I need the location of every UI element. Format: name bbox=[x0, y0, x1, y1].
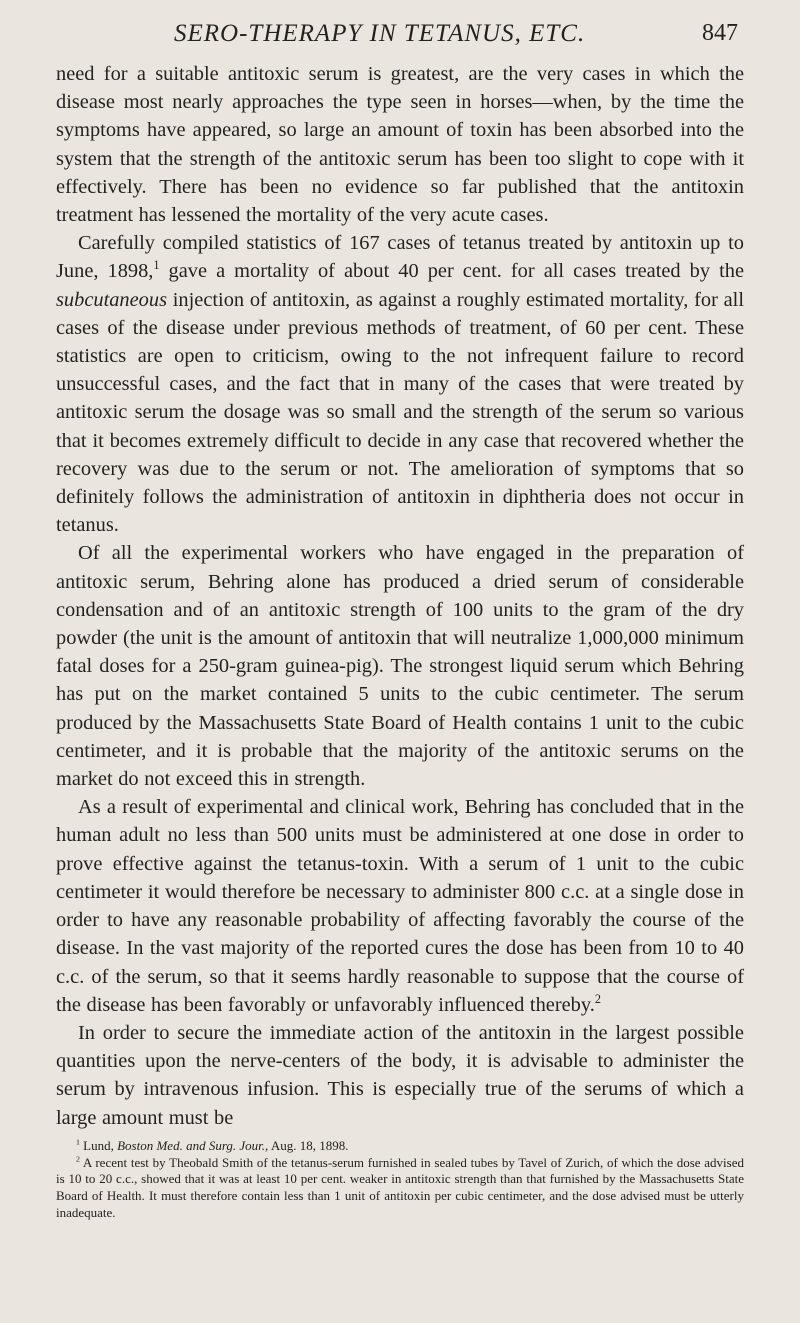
paragraph bbox=[56, 793, 744, 1019]
text-run: need for a suitable antitoxic serum is greatest, are the very cases in which the disease most nearly approaches the type seen in horses—when, by the time the symptoms have appeared, so large an amount of toxin has been absorbed into the system that the strength of the antitoxic serum has been too slight to cope with it effectively. There has been no evidence so far published that the antitoxin treatment has lessened the mortality of the very acute cases. bbox=[56, 63, 744, 227]
paragraph bbox=[56, 60, 744, 229]
text-run: Carefully compiled statistics of 167 cases of tetanus treated by antitoxin up to June, 1898, bbox=[56, 232, 744, 283]
paragraph bbox=[56, 229, 744, 539]
text-run: Of all the experimental workers who have engaged in the preparation of antitoxic serum, Behring alone has produced a dried serum of considerable condensation and of an antitoxic strength of 100 units to the gram of the dry powder (the unit is the amount of antitoxin that will neutralize 1,000,000 minimum fatal doses for a 250-gram guinea-pig). The strongest liquid serum which Behring has put on the market contained 5 units to the cubic centimeter. The serum produced by the Massachusetts State Board of Health contains 1 unit to the cubic centimeter, and it is probable that the majority of the antitoxic serums on the market do not exceed this in strength. bbox=[56, 542, 744, 791]
text-run: injection of antitoxin, as against a roughly estimated mortality, for all cases of the disease under previous methods of treatment, of 60 per cent. These statistics are open to criticism, owing to the not infrequent failure to record unsuccessful cases, and the fact that in many of the cases that were treated by antitoxic serum the dosage was so small and the strength of the serum so various that it becomes extremely difficult to decide in any case that recovered whether the recovery was due to the serum or not. The amelioration of symptoms that so definitely follows the administration of antitoxin in diphtheria does not occur in tetanus. bbox=[56, 288, 744, 537]
paragraph bbox=[56, 1019, 744, 1132]
footnote-marker: 2 bbox=[76, 1154, 80, 1164]
page-header bbox=[56, 20, 744, 60]
footnotes bbox=[56, 1138, 744, 1222]
footnote-marker: 2 bbox=[594, 991, 601, 1006]
paragraph bbox=[56, 539, 744, 793]
body-text bbox=[56, 60, 744, 1132]
running-title: SERO-THERAPY IN TETANUS, ETC. bbox=[174, 20, 586, 47]
footnote-marker: 1 bbox=[153, 258, 160, 273]
text-run: A recent test by Theobald Smith of the tetanus-serum furnished in sealed tubes by Tavel of Zurich, of which the dose advised is 10 to 20 c.c., showed that it was at least 10 per cent. weaker in antitoxic strength than that furnished by the Massachusetts State Board of Health. It must therefore contain less than 1 unit of antitoxin per cubic centimeter, and the dose advised must be utterly inadequate. bbox=[56, 1154, 744, 1220]
text-run: Lund, bbox=[79, 1137, 118, 1153]
footnote bbox=[56, 1138, 744, 1155]
page-number: 847 bbox=[702, 20, 738, 46]
text-run: , Aug. 18, 1898. bbox=[265, 1137, 349, 1153]
italic-text: Boston Med. and Surg. Jour. bbox=[117, 1137, 266, 1153]
text-run: In order to secure the immediate action of the antitoxin in the largest possible quantities upon the nerve-centers of the body, it is advisable to administer the serum by intravenous infusion. This is especially true of the serums of which a large amount must be bbox=[56, 1021, 744, 1129]
text-run: As a result of experimental and clinical work, Behring has concluded that in the human adult no less than 500 units must be administered at one dose in order to prove effective against the tetanus-toxin. With a serum of 1 unit to the cubic centimeter it would therefore be necessary to administer 800 c.c. at a single dose in order to have any reasonable probability of affecting favorably the course of the disease. In the vast majority of the reported cures the dose has been from 10 to 40 c.c. of the serum, so that it seems hardly reasonable to suppose that the course of the disease has been favorably or unfavorably influenced thereby. bbox=[56, 796, 744, 1016]
text-run: gave a mortality of about 40 per cent. for all cases treated by the bbox=[159, 260, 744, 283]
italic-text: subcutaneous bbox=[56, 288, 168, 311]
footnote bbox=[56, 1155, 744, 1222]
footnote-marker: 1 bbox=[76, 1137, 80, 1147]
